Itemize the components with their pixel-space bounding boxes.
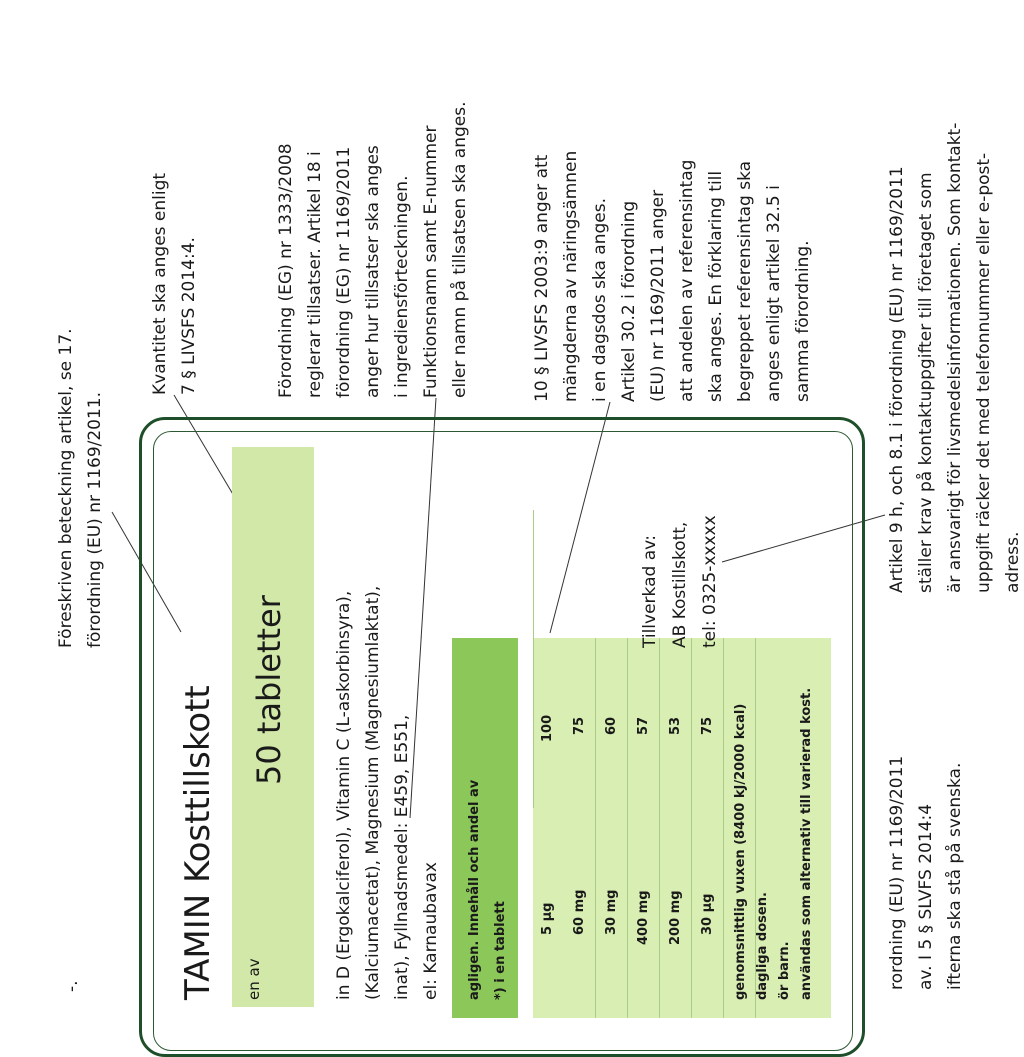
table-header: agligen. Innehåll och andel av *) i en tablett (467, 779, 508, 1000)
row-amount: 30 mg (604, 889, 619, 935)
table-divider (723, 638, 724, 1018)
note-contact: Artikel 9 h, och 8.1 i förordning (EU) nr 1169/2011 ställer krav på kontaktuppgifter till företaget som är ansvarigt för livsmedelsinformationen. Som kontakt- uppgift räcker det med telefonnummer eller e-post- adress. (887, 122, 1023, 593)
note-designation: Föreskriven beteckning artikel, se 17. förordning (EU) nr 1169/2011. (56, 328, 105, 648)
table-footnotes: genomsnittlig vuxen (8400 kJ/2000 kcal) dagliga dosen. ör barn. användas som alternativ till varierad kost. (733, 687, 814, 1000)
row-amount: 400 mg (636, 890, 651, 945)
row-percent: 75 (572, 716, 587, 735)
ingredients-list: in D (Ergokalciferol), Vitamin C (L-askorbinsyra), (Kalciumacetat), Magnesium (Magnesiumlaktat), inat), Fyllnadsmedel: E459, E551, el: Karnaubavax (334, 585, 441, 1000)
table-divider (595, 638, 596, 1018)
note-quantity: Kvantitet ska anges enligt 7 § LIVSFS 2014:4. (150, 172, 199, 395)
table-divider (691, 638, 692, 1018)
row-amount: 30 µg (700, 893, 715, 935)
row-amount: 200 mg (668, 890, 683, 945)
prefix-line: en av (245, 958, 263, 1000)
row-percent: 75 (700, 716, 715, 735)
row-percent: 57 (636, 716, 651, 735)
manufacturer-info: Tillverkad av: AB Kostillskott, tel: 0325-xxxxx (640, 515, 720, 648)
table-column-divider (533, 510, 534, 808)
edge-mark: -. (62, 980, 82, 992)
row-amount: 60 mg (572, 889, 587, 935)
row-percent: 60 (604, 716, 619, 735)
note-nutrients: 10 § LIVSFS 2003:9 anger att mängderna av näringsämnen i en dagsdos ska anges. Artikel 30.2 i förordning (EU) nr 1169/2011 anger att andelen av referensintag ska anges. En förklaring till begreppet referensintag ska anges enligt artikel 32.5 i samma förordning. (532, 150, 813, 402)
table-divider (659, 638, 660, 1018)
row-percent: 100 (540, 714, 555, 742)
note-additives: Förordning (EG) nr 1333/2008 reglerar tillsatser. Artikel 18 i förordning (EG) nr 1169/2011 anger hur tillsatser ska anges i ingrediensförteckningen. Funktionsnamn samt E-nummer eller namn på tillsatsen ska anges. (276, 101, 470, 398)
product-name: TAMIN Kosttillskott (178, 685, 218, 1000)
row-amount: 5 µg (540, 902, 555, 935)
row-percent: 53 (668, 716, 683, 735)
quantity-text: 50 tabletter (250, 595, 288, 785)
note-language: rordning (EU) nr 1169/2011 av. I 5 § SLVFS 2014:4 ifterna ska stå på svenska. (887, 755, 965, 990)
table-divider (627, 638, 628, 1018)
